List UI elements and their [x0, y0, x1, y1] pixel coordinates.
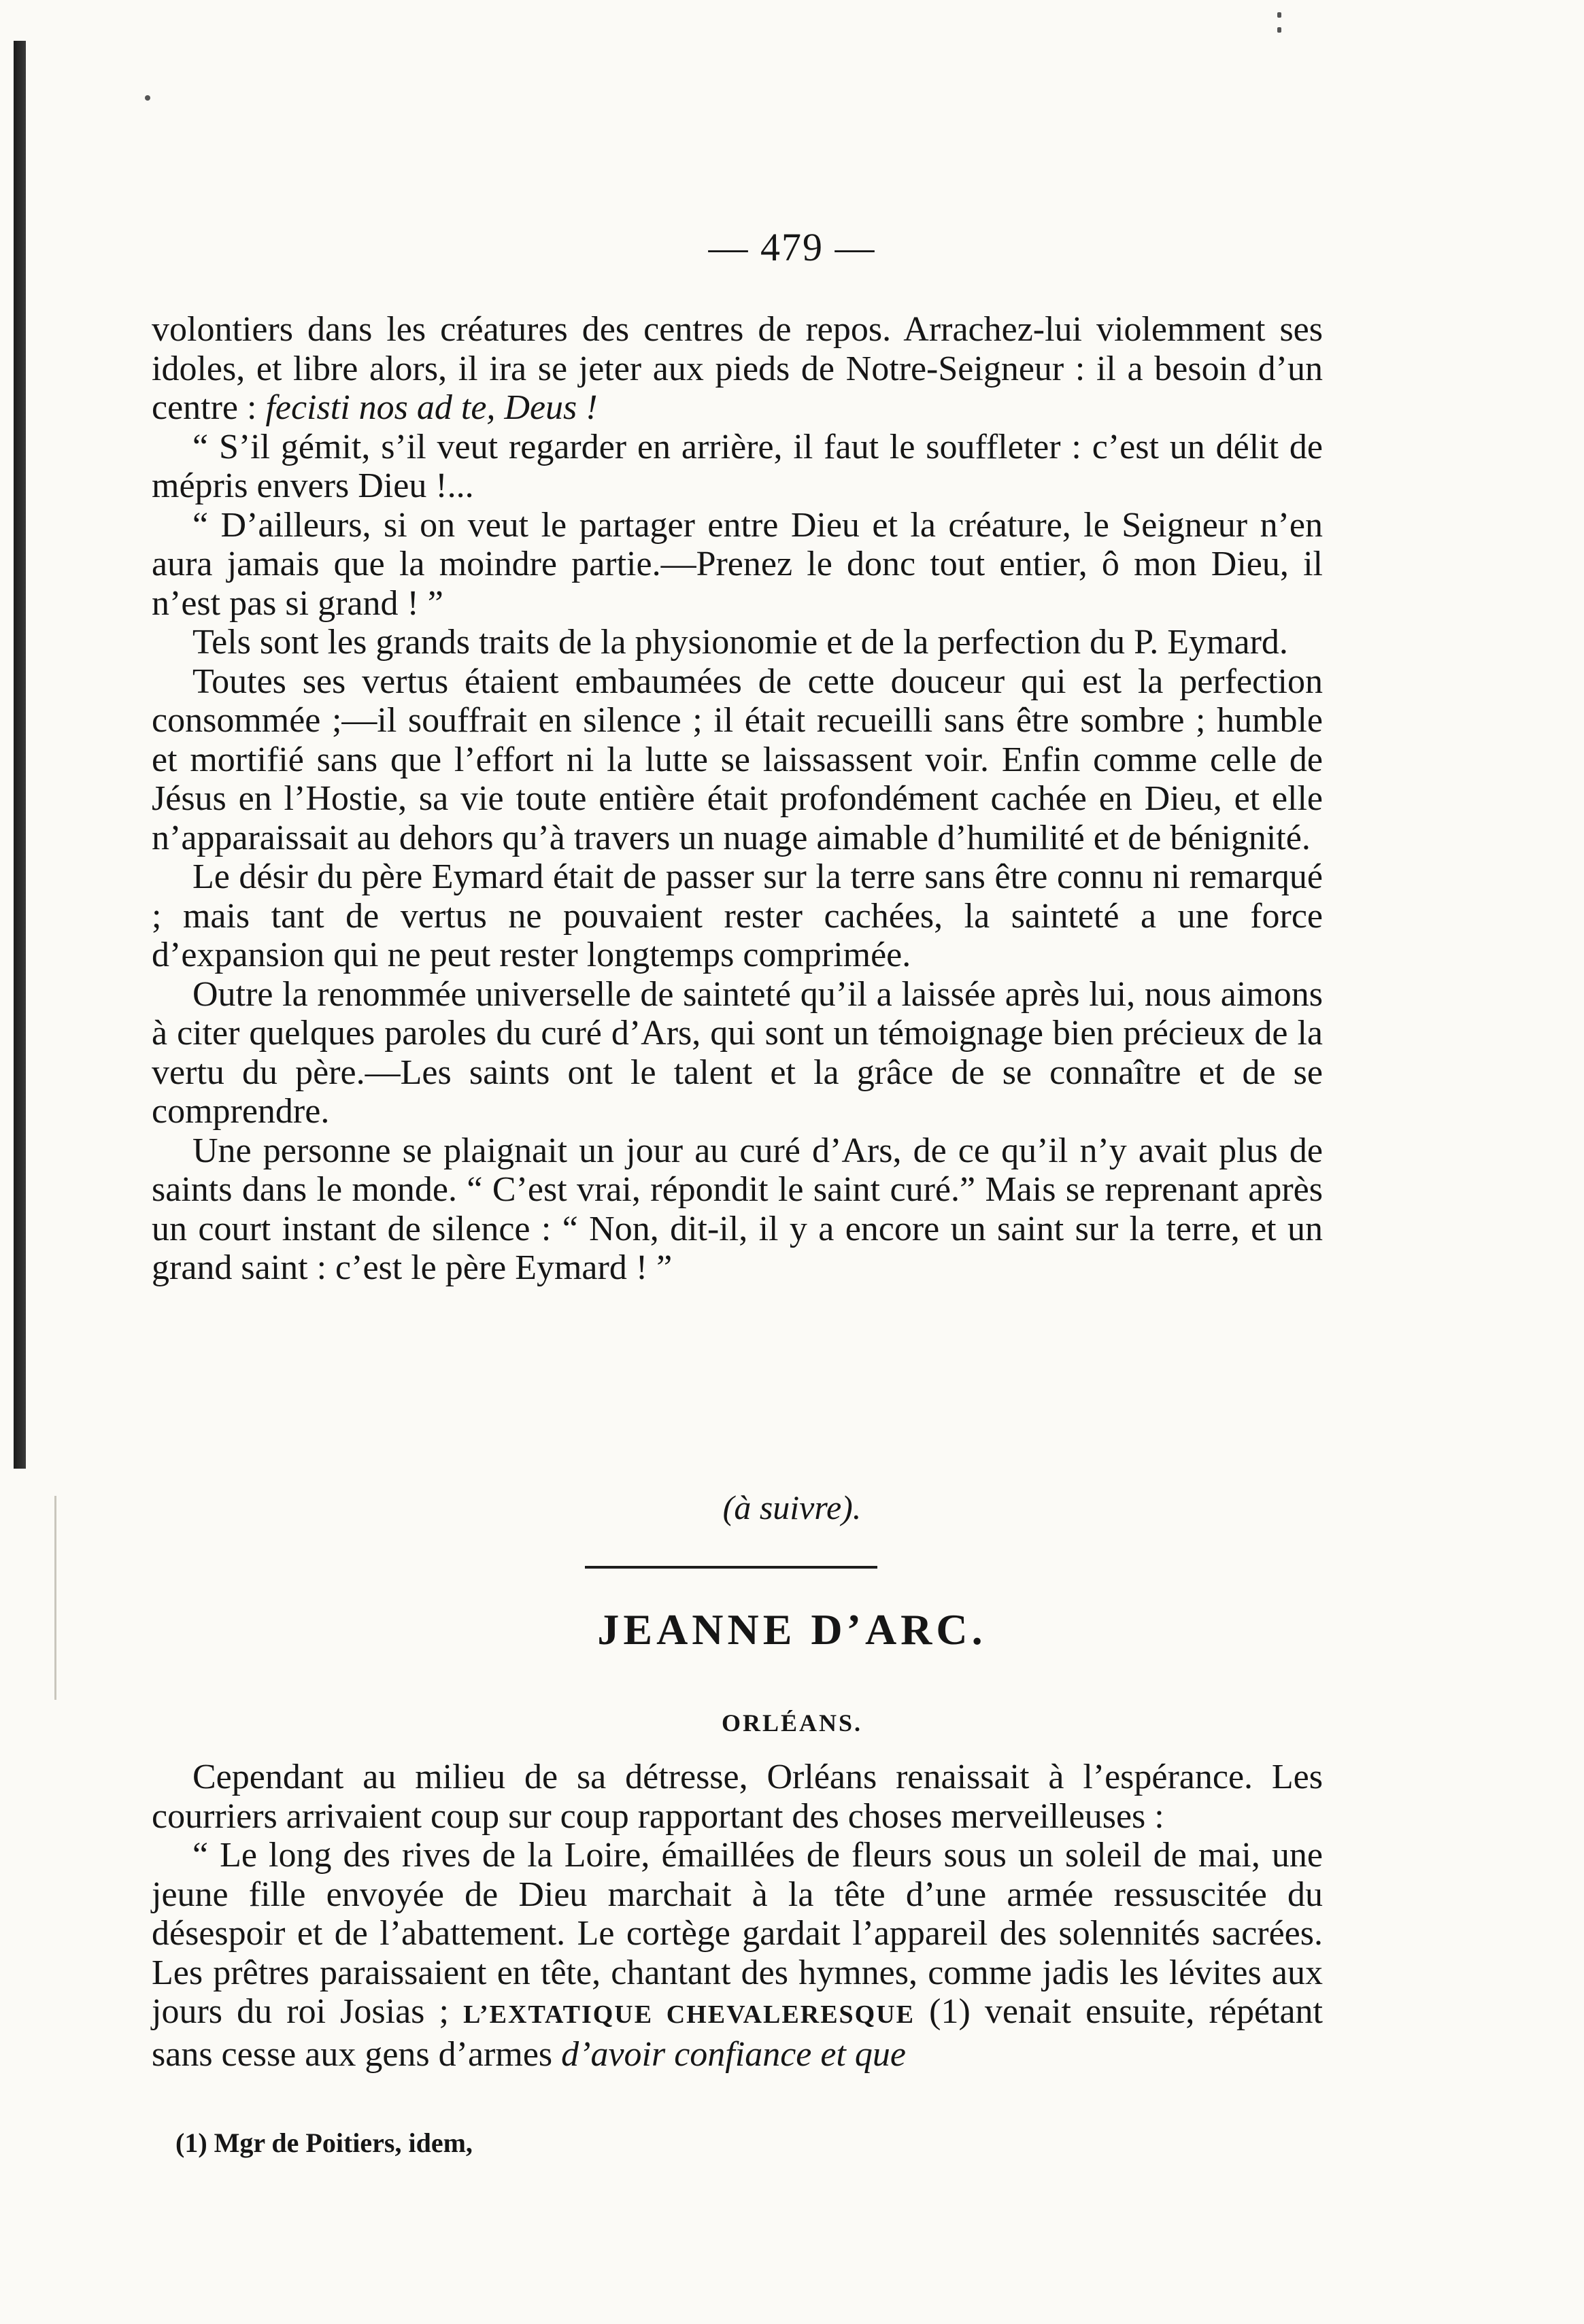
footnote: (1) Mgr de Poitiers, idem,	[175, 2128, 473, 2158]
paragraph: Cependant au milieu de sa détresse, Orléans renaissait à l’espérance. Les courriers arrivaient coup sur coup rapportant des choses merveilleuses :	[152, 1758, 1323, 1836]
paragraph: “ D’ailleurs, si on veut le partager entre Dieu et la créature, le Seigneur n’en aura jamais que la moindre partie.—Prenez le donc tout entier, ô mon Dieu, il n’est pas si grand ! ”	[152, 505, 1323, 623]
paragraph: Outre la renommée universelle de sainteté qu’il a laissée après lui, nous aimons à citer quelques paroles du curé d’Ars, qui sont un témoignage bien précieux de la vertu du père.—Les saints ont le talent et la grâce de se connaître et de se comprendre.	[152, 974, 1323, 1131]
page-number: — 479 —	[708, 225, 876, 269]
section-divider	[585, 1566, 877, 1569]
latin-quote: fecisti nos ad te, Deus !	[265, 388, 598, 427]
paragraph: volontiers dans les créatures des centres de repos. Arrachez-lui violemment ses idoles, et libre alors, il ira se jeter aux pieds de Notre-Seigneur : il a besoin d’un centre : fecisti nos ad te, Deus !	[152, 310, 1323, 427]
section-title: JEANNE D’ARC.	[597, 1605, 987, 1654]
article-jeanne-text	[152, 1758, 1323, 2074]
paragraph: Tels sont les grands traits de la physionomie et de la perfection du P. Eymard.	[192, 623, 1288, 662]
paragraph: “ S’il gémit, s’il veut regarder en arrière, il faut le souffleter : c’est un délit de mépris envers Dieu !...	[152, 427, 1323, 505]
print-speck	[1277, 12, 1281, 18]
print-speck	[1277, 27, 1281, 33]
section-subtitle: ORLÉANS.	[721, 1709, 863, 1737]
paragraph: Le désir du père Eymard était de passer sur la terre sans être connu ni remarqué ; mais tant de vertus ne pouvaient rester cachées, la sainteté a une force d’expansion qui ne peut rester longtemps comprimée.	[152, 857, 1323, 974]
italic-phrase: d’avoir confiance et que	[561, 2034, 906, 2074]
paragraph: Une personne se plaignait un jour au curé d’Ars, de ce qu’il n’y avait plus de saints dans le monde. “ C’est vrai, répondit le saint curé.” Mais se reprenant après un court instant de silence : “ Non, dit-il, il y a encore un saint sur la terre, et un grand saint : c’est le père Eymard ! ”	[152, 1131, 1323, 1287]
paragraph: Toutes ses vertus étaient embaumées de cette douceur qui est la perfection consommée ;—il souffrait en silence ; il était recueilli sans être sombre ; humble et mortifié sans que l’effort ni la lutte se laissassent voir. Enfin comme celle de Jésus en l’Hostie, sa vie toute entière était profondément cachée en Dieu, et elle n’apparaissait au dehors qu’à travers un nuage aimable d’humilité et de bénignité.	[152, 662, 1323, 857]
small-caps-phrase: L’EXTATIQUE CHEVALERESQUE	[463, 2000, 915, 2029]
print-speck	[145, 95, 150, 101]
to-be-continued: (à suivre).	[722, 1488, 862, 1526]
article-eymard-text	[152, 310, 1323, 1288]
paragraph: “ Le long des rives de la Loire, émaillées de fleurs sous un soleil de mai, une jeune fille envoyée de Dieu marchait à la tête d’une armée ressuscitée du désespoir et de l’abattement. Le cortège gardait l’appareil des solennités sacrées. Les prêtres paraissaient en tête, chantant des hymnes, comme jadis les lévites aux jours du roi Josias ; L’EXTATIQUE CHEVALERESQUE (1) venait ensuite, répétant sans cesse aux gens d’armes d’avoir confiance et que	[152, 1836, 1324, 2074]
